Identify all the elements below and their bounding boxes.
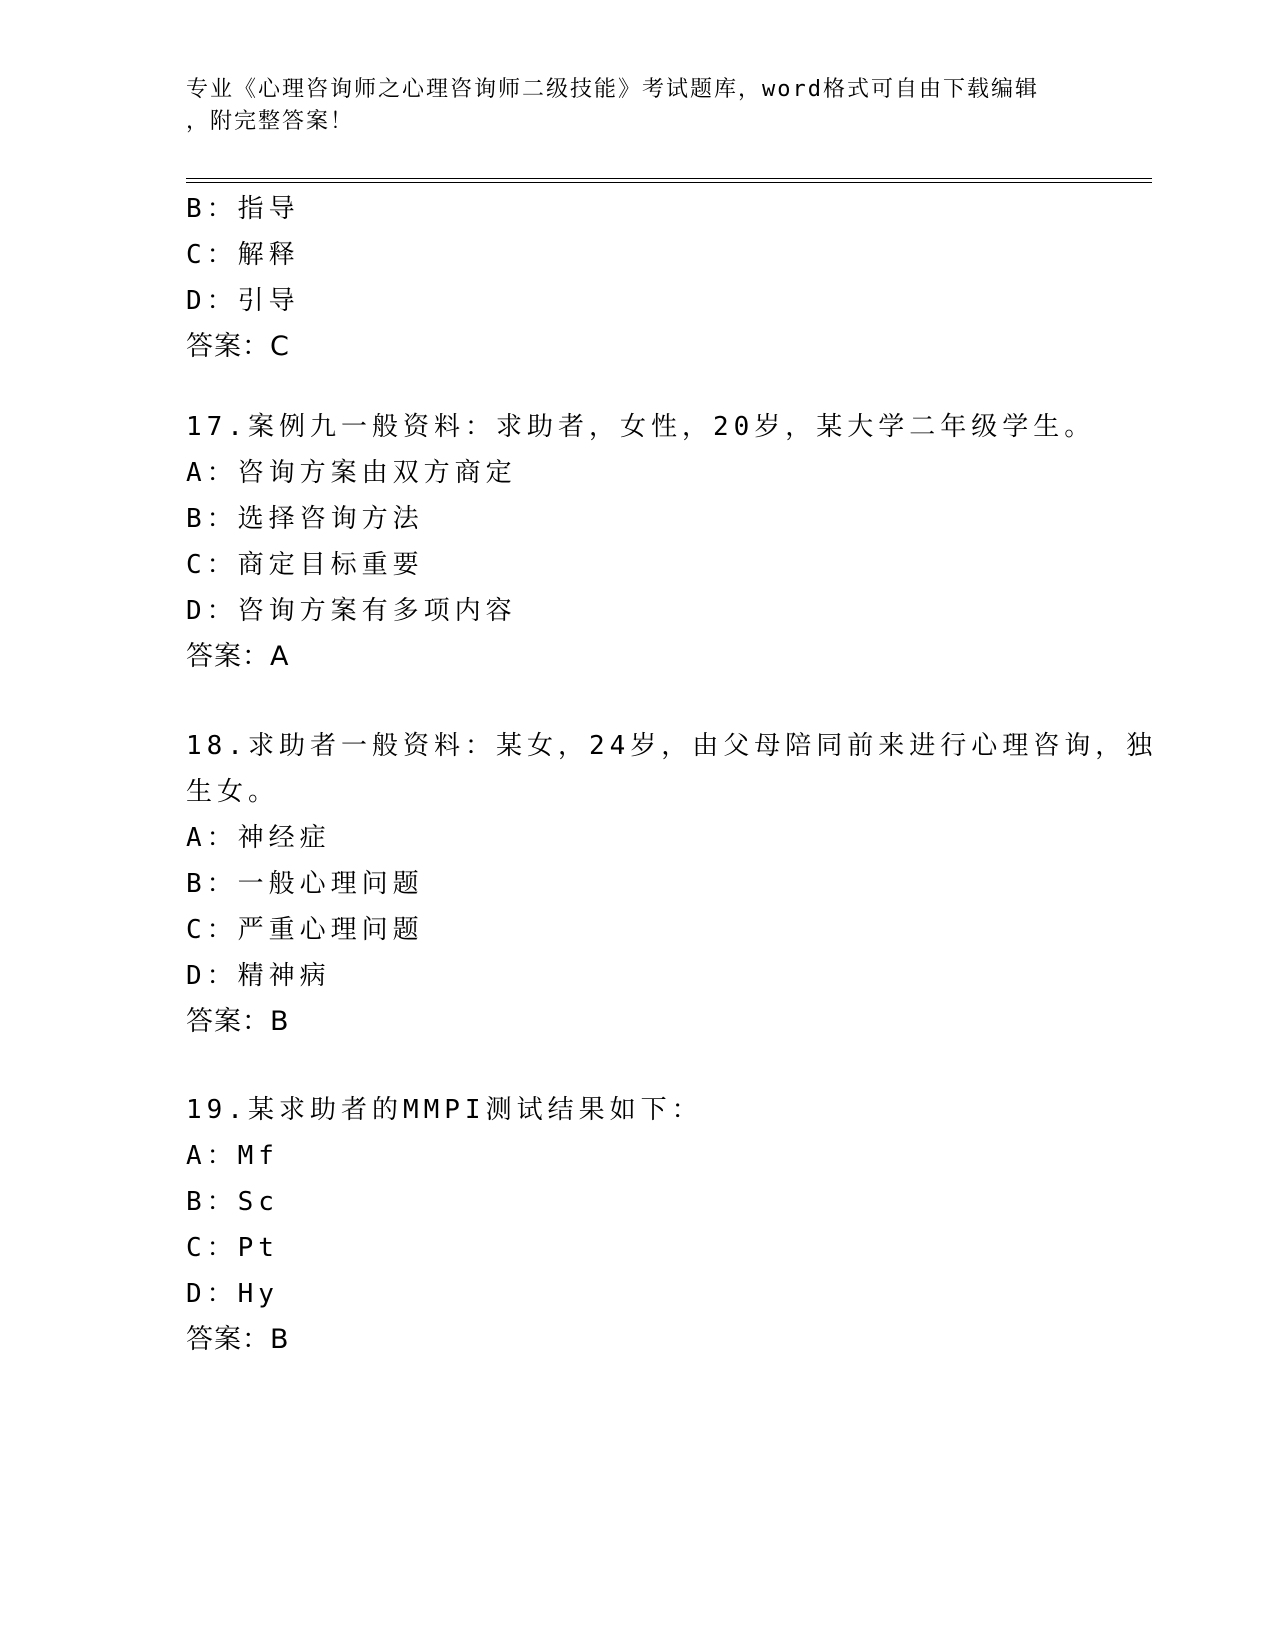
header-title-line-1: 专业《心理咨询师之心理咨询师二级技能》考试题库，word格式可自由下载编辑	[186, 77, 1039, 102]
option-c: C：Pt	[186, 1233, 279, 1263]
option-d: D：咨询方案有多项内容	[186, 596, 517, 626]
question-17	[186, 404, 1096, 680]
document-header	[186, 74, 1086, 138]
answer-label: 答案：B	[186, 1006, 290, 1037]
option-b: B：一般心理问题	[186, 869, 424, 899]
header-divider-bottom	[186, 182, 1152, 183]
option-d: D：引导	[186, 286, 300, 316]
option-d: D：精神病	[186, 961, 331, 991]
question-stem: 19.某求助者的MMPI测试结果如下：	[186, 1095, 703, 1125]
question-18	[186, 723, 1158, 1045]
option-c: C：解释	[186, 240, 300, 270]
answer-label: 答案：B	[186, 1324, 290, 1355]
option-b: B：Sc	[186, 1187, 279, 1217]
option-c: C：商定目标重要	[186, 550, 424, 580]
option-a: A：神经症	[186, 823, 331, 853]
option-c: C：严重心理问题	[186, 915, 424, 945]
option-b: B：指导	[186, 194, 300, 224]
header-title-line-2: ，附完整答案！	[186, 109, 355, 134]
question-stem-line-1: 18.求助者一般资料：某女，24岁，由父母陪同前来进行心理咨询，独	[186, 731, 1158, 761]
option-a: A：Mf	[186, 1141, 279, 1171]
question-19	[186, 1087, 1086, 1363]
question-16-continued	[186, 186, 1086, 370]
header-divider-top	[186, 178, 1152, 179]
answer-label: 答案：C	[186, 331, 290, 362]
question-stem-line-2: 生女。	[186, 777, 280, 807]
question-stem: 17.案例九一般资料：求助者，女性，20岁，某大学二年级学生。	[186, 412, 1096, 442]
option-a: A：咨询方案由双方商定	[186, 458, 517, 488]
option-d: D：Hy	[186, 1279, 279, 1309]
option-b: B：选择咨询方法	[186, 504, 424, 534]
answer-label: 答案：A	[186, 641, 290, 672]
